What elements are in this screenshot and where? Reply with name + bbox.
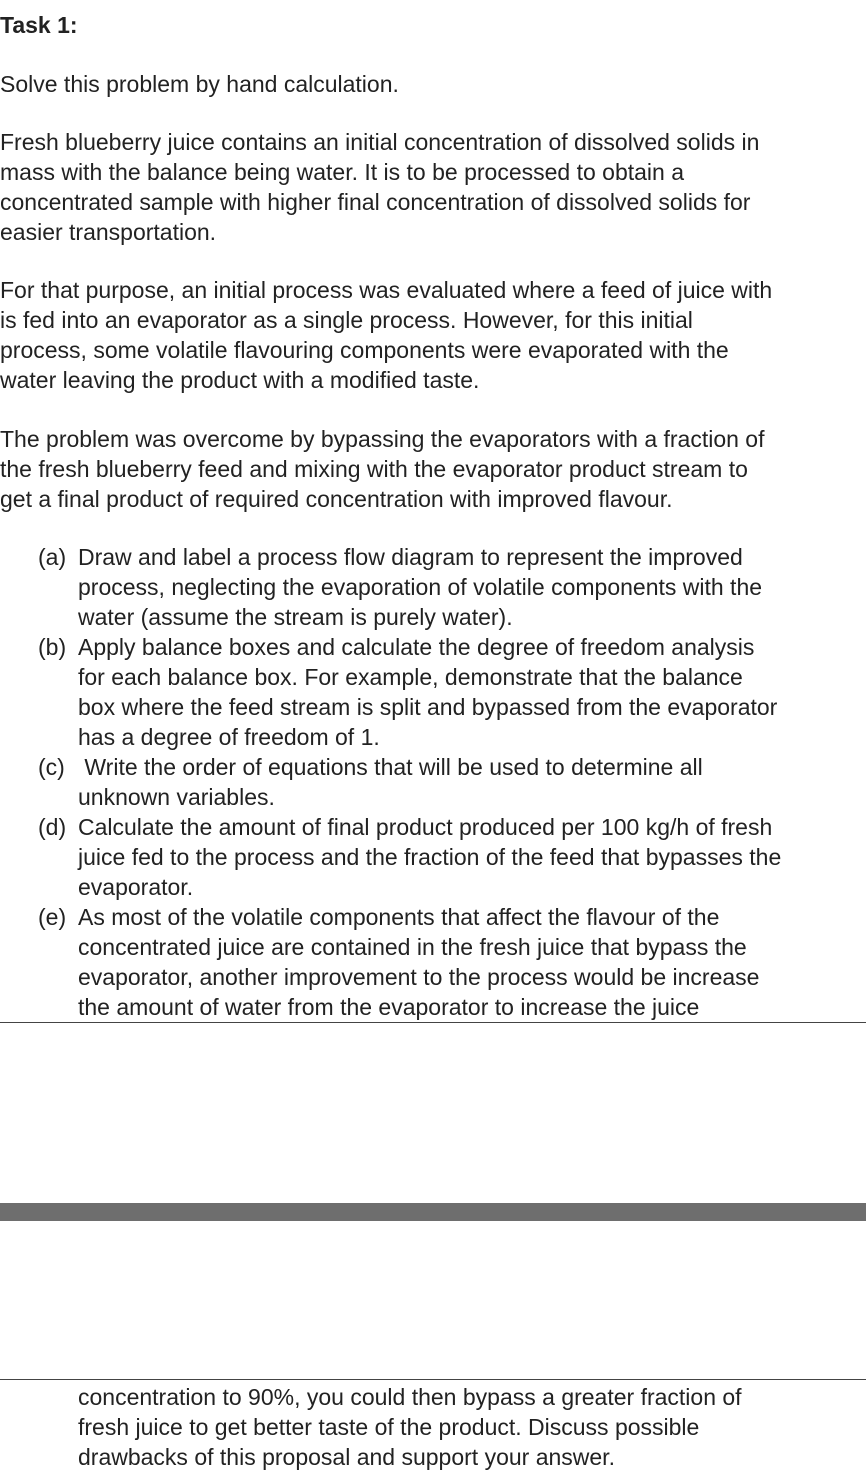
continuation-line: concentration to 90%, you could then bypass a greater fraction of: [78, 1384, 742, 1410]
paragraph-1: [0, 127, 866, 247]
question-line: has a degree of freedom of 1.: [78, 724, 380, 750]
question-d: [38, 812, 866, 902]
paragraph-2: [0, 275, 866, 395]
paragraph-2-line: For that purpose, an initial process was evaluated where a feed of juice with: [0, 277, 773, 303]
question-a: [38, 542, 866, 632]
question-marker: (a): [38, 544, 67, 570]
question-line: process, neglecting the evaporation of volatile components with the: [78, 574, 763, 600]
continuation-line: drawbacks of this proposal and support your answer.: [78, 1444, 615, 1470]
question-line: As most of the volatile components that affect the flavour of the: [78, 904, 720, 930]
question-marker: (c): [38, 754, 65, 780]
instruction-text: Solve this problem by hand calculation.: [0, 71, 399, 97]
continuation-line: fresh juice to get better taste of the product. Discuss possible: [78, 1414, 700, 1440]
question-line: the amount of water from the evaporator to increase the juice: [78, 994, 700, 1020]
question-line: for each balance box. For example, demonstrate that the balance: [78, 664, 743, 690]
question-line: unknown variables.: [78, 784, 275, 810]
task-title: Task 1:: [0, 12, 78, 38]
question-line: box where the feed stream is split and bypassed from the evaporator: [78, 694, 778, 720]
question-e: [38, 902, 866, 1022]
question-line: Write the order of equations that will be used to determine all: [78, 754, 703, 780]
question-marker: (b): [38, 634, 67, 660]
question-line: Calculate the amount of final product produced per 100 kg/h of fresh: [78, 814, 773, 840]
question-line: evaporator.: [78, 874, 194, 900]
question-line: water (assume the stream is purely water).: [78, 604, 513, 630]
question-marker: (e): [38, 904, 67, 930]
paragraph-3-line: the fresh blueberry feed and mixing with the evaporator product stream to: [0, 456, 748, 482]
question-line: juice fed to the process and the fraction of the feed that bypasses the: [78, 844, 782, 870]
paragraph-1-line: mass with the balance being water. It is to be processed to obtain a: [0, 159, 685, 185]
question-line: evaporator, another improvement to the process would be increase: [78, 964, 760, 990]
page-separator: [0, 1203, 866, 1221]
paragraph-3-line: The problem was overcome by bypassing the evaporators with a fraction of: [0, 426, 765, 452]
question-b: [38, 632, 866, 752]
paragraph-1-line: easier transportation.: [0, 219, 217, 245]
question-line: Draw and label a process flow diagram to represent the improved: [78, 544, 743, 570]
page-bottom-border: [0, 1022, 866, 1023]
paragraph-2-line: process, some volatile flavouring components were evaporated with the: [0, 337, 729, 363]
paragraph-1-line: concentrated sample with higher final concentration of dissolved solids for: [0, 189, 751, 215]
question-list: [38, 542, 866, 1022]
paragraph-2-line: is fed into an evaporator as a single process. However, for this initial: [0, 307, 693, 333]
question-e-continuation: [78, 1382, 866, 1472]
question-c: [38, 752, 866, 812]
question-marker: (d): [38, 814, 67, 840]
paragraph-1-line: Fresh blueberry juice contains an initial concentration of dissolved solids in: [0, 129, 760, 155]
paragraph-3: [0, 424, 866, 514]
page-top-border: [0, 1379, 866, 1380]
question-line: Apply balance boxes and calculate the degree of freedom analysis: [78, 634, 755, 660]
paragraph-2-line: water leaving the product with a modified taste.: [0, 367, 480, 393]
question-line: concentrated juice are contained in the fresh juice that bypass the: [78, 934, 747, 960]
paragraph-3-line: get a final product of required concentration with improved flavour.: [0, 486, 673, 512]
